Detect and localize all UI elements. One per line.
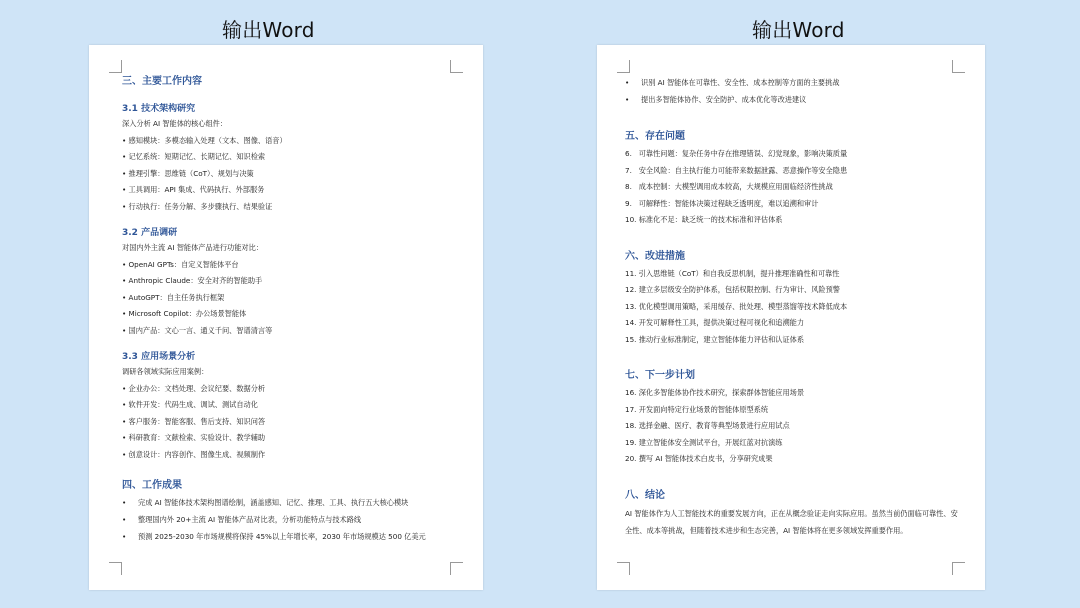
list-item: • 企业办公：文档处理、会议纪要、数据分析 — [122, 383, 266, 393]
list-item: • 记忆系统：短期记忆、长期记忆、知识检索 — [122, 152, 266, 161]
list-item: • 软件开发：代码生成、调试、测试自动化 — [122, 400, 258, 409]
list-item: 9. 可解释性：智能体决策过程缺乏透明度，难以追溯和审计 — [625, 198, 819, 208]
list-item: 15. 推动行业标准制定，建立智能体能力评估和认证体系 — [625, 334, 805, 344]
corner-mark — [617, 60, 630, 73]
list-item: 10. 标准化不足：缺乏统一的技术标准和评估体系 — [625, 215, 783, 224]
conclusion-paragraph: AI 智能体作为人工智能技术的重要发展方向，正在从概念验证走向实际应用。虽然当前仍面临可靠性、安全性、成本等挑战，但随着技术进步和生态完善，AI 智能体将在更多领域发挥重要作用。 — [625, 508, 958, 535]
corner-mark — [109, 562, 122, 575]
list-item: 13. 优化模型调用策略，采用缓存、批处理、模型蒸馏等技术降低成本 — [625, 301, 848, 311]
list-item: • 识别 AI 智能体在可靠性、安全性、成本控制等方面的主要挑战 — [641, 75, 965, 92]
corner-mark — [952, 60, 965, 73]
section-heading: 三、主要工作内容 — [122, 76, 202, 87]
list-item: 17. 开发面向特定行业场景的智能体原型系统 — [625, 404, 769, 414]
corner-mark — [952, 562, 965, 575]
list-item: 6. 可靠性问题：复杂任务中存在推理错误、幻觉现象，影响决策质量 — [625, 149, 848, 158]
section-heading: 四、工作成果 — [122, 480, 182, 491]
list-item: • 提出多智能体协作、安全防护、成本优化等改进建议 — [641, 92, 965, 109]
list-item: • 创意设计：内容创作、图像生成、视频制作 — [122, 449, 266, 459]
list-item: • 行动执行：任务分解、多步骤执行、结果验证 — [122, 201, 273, 211]
list-item: 12. 建立多层级安全防护体系，包括权限控制、行为审计、风险预警 — [625, 285, 840, 294]
list-item: • 国内产品：文心一言、通义千问、智谱清言等 — [122, 325, 273, 335]
subsection-heading: 3.1 技术架构研究 — [122, 104, 196, 114]
list-item: • 推理引擎：思维链（CoT）、规划与决策 — [122, 168, 254, 178]
left-caption: 输出Word — [222, 18, 315, 42]
bullet-icon: • — [122, 514, 127, 524]
section-heading: 七、下一步计划 — [625, 370, 695, 381]
list-item: 20. 撰写 AI 智能体技术白皮书，分享研究成果 — [625, 454, 773, 463]
list-item: 19. 建立智能体安全测试平台，开展红蓝对抗演练 — [625, 437, 783, 447]
list-item: • AutoGPT：自主任务执行框架 — [122, 292, 225, 302]
list-item: • 整理国内外 20+主流 AI 智能体产品对比表，分析功能特点与技术路线 — [138, 512, 463, 529]
list-item: • 工具调用：API 集成、代码执行、外部服务 — [122, 185, 265, 194]
paragraph: 深入分析 AI 智能体的核心组件： — [122, 119, 228, 128]
section-heading: 六、改进措施 — [625, 250, 685, 262]
list-item: 11. 引入思维链（CoT）和自我反思机制，提升推理准确性和可靠性 — [625, 268, 840, 278]
list-item: • Anthropic Claude：安全对齐的智能助手 — [122, 276, 263, 285]
list-item: 14. 开发可解释性工具，提供决策过程可视化和追溯能力 — [625, 318, 805, 327]
bullet-icon: • — [122, 532, 127, 541]
section-heading: 八、结论 — [625, 489, 665, 501]
list-item: 7. 安全风险：自主执行能力可能带来数据泄露、恶意操作等安全隐患 — [625, 165, 848, 175]
list-item: 8. 成本控制：大模型调用成本较高，大规模应用面临经济性挑战 — [625, 182, 833, 191]
list-item: • 预测 2025-2030 年市场规模将保持 45%以上年增长率，2030 年市场规模达 500 亿美元 — [138, 530, 456, 544]
section-heading: 五、存在问题 — [625, 131, 685, 142]
list-item: • Microsoft Copilot：办公场景智能体 — [122, 309, 247, 318]
list-item: 18. 选择金融、医疗、教育等典型场景进行应用试点 — [625, 421, 790, 430]
corner-mark — [109, 60, 122, 73]
list-item: • 完成 AI 智能体技术架构图谱绘制，涵盖感知、记忆、推理、工具、执行五大核心模块 — [138, 495, 463, 512]
corner-mark — [450, 562, 463, 575]
bullet-icon: • — [122, 498, 127, 507]
paragraph: 对国内外主流 AI 智能体产品进行功能对比： — [122, 243, 263, 252]
bullet-icon: • — [625, 94, 630, 104]
list-item: 16. 深化多智能体协作技术研究，探索群体智能应用场景 — [625, 388, 805, 397]
list-item: • 科研教育：文献检索、实验设计、教学辅助 — [122, 433, 266, 442]
left-document-page — [89, 45, 483, 590]
right-document-page — [597, 45, 985, 590]
bullet-icon: • — [625, 78, 630, 87]
paragraph: 调研各领域实际应用案例： — [122, 367, 209, 376]
list-item: • 客户服务：智能客服、售后支持、知识问答 — [122, 416, 266, 426]
subsection-heading: 3.3 应用场景分析 — [122, 352, 196, 362]
corner-mark — [617, 562, 630, 575]
subsection-heading: 3.2 产品调研 — [122, 228, 178, 238]
right-caption: 输出Word — [752, 18, 845, 42]
list-item: • OpenAI GPTs：自定义智能体平台 — [122, 259, 239, 269]
list-item: • 感知模块：多模态输入处理（文本、图像、语音） — [122, 135, 287, 145]
